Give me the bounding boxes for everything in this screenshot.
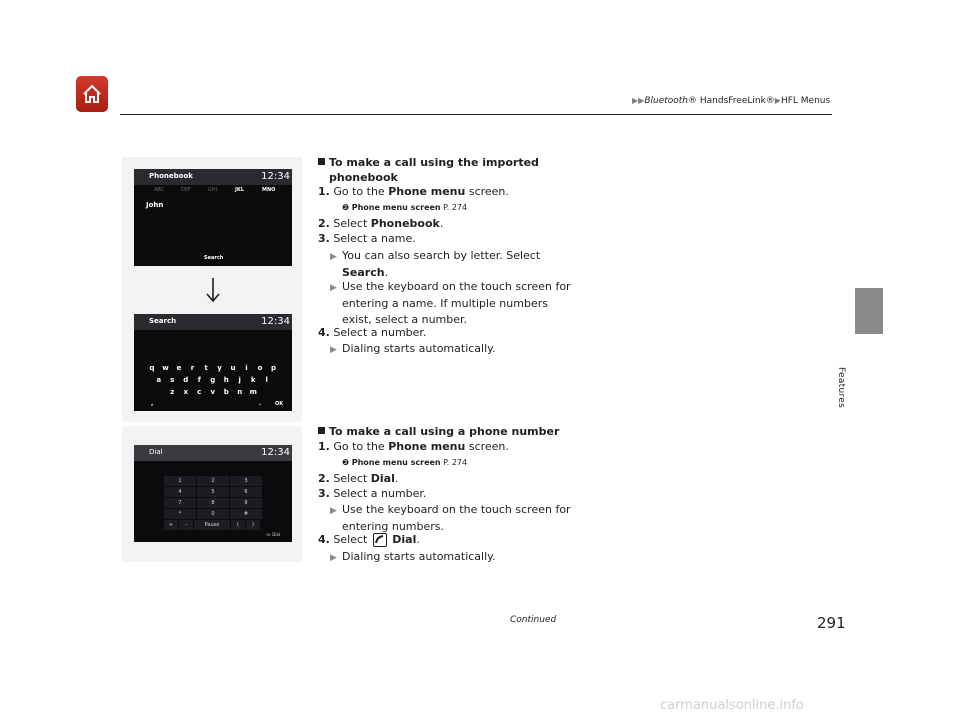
key[interactable]: x (183, 388, 189, 396)
keyboard-row-1 (134, 364, 292, 372)
key[interactable]: o (257, 364, 263, 372)
ref-label: Phone menu screen (351, 203, 441, 212)
key[interactable]: z (170, 388, 175, 396)
ref-page: P. 274 (440, 458, 468, 467)
step-4 (318, 326, 426, 339)
ref-label: Phone menu screen (351, 458, 441, 467)
features-side-tab[interactable] (855, 288, 883, 334)
keyboard-row-2 (134, 376, 292, 384)
substep-text: Dialing starts automatically. (342, 550, 496, 563)
key[interactable]: g (210, 376, 216, 384)
substep (330, 248, 540, 281)
registered-mark: ® (688, 96, 698, 106)
tab-jkl[interactable]: JKL (235, 187, 244, 193)
key[interactable]: r (190, 364, 195, 372)
substep (330, 279, 571, 327)
step-number: 3. (318, 232, 330, 245)
dial-key[interactable]: 6 (230, 487, 262, 497)
section-heading-dial (318, 424, 559, 439)
dial-key[interactable]: 7 (164, 498, 196, 508)
key[interactable]: p (270, 364, 277, 372)
dial-key[interactable]: 3 (230, 476, 262, 486)
key[interactable]: j (238, 376, 242, 384)
dial-phone-icon (373, 533, 387, 547)
key[interactable]: h (223, 376, 230, 384)
phone-icon: ☏ (265, 532, 273, 537)
substep-text: Use the keyboard on the touch screen for (342, 280, 571, 293)
square-bullet-icon (318, 427, 325, 434)
key[interactable]: m (249, 388, 258, 396)
tab-def[interactable]: DEF (181, 187, 191, 193)
step-4 (318, 533, 420, 547)
page-reference[interactable] (342, 203, 467, 212)
letter-tabs (154, 187, 289, 193)
page-number: 291 (817, 614, 846, 632)
step-number: 4. (318, 533, 330, 546)
key[interactable]: e (176, 364, 182, 372)
step-2 (318, 472, 398, 485)
ok-key[interactable]: OK (275, 401, 284, 407)
key[interactable]: u (230, 364, 236, 372)
phonebook-screen (134, 169, 292, 266)
step-number: 3. (318, 487, 330, 500)
reference-icon: ❷ (342, 458, 352, 467)
minus-key[interactable]: - (179, 520, 193, 530)
dial-key[interactable]: 8 (197, 498, 229, 508)
contact-item[interactable]: John (146, 201, 164, 209)
watermark: carmanualsonline.info (660, 698, 804, 713)
header-rule (120, 114, 832, 115)
screen-title: Dial (149, 448, 163, 456)
keyboard-row-3 (134, 388, 292, 396)
step-text: . (439, 217, 444, 230)
substep (330, 341, 496, 358)
triangle-bullet-icon: ▶ (330, 506, 337, 516)
dial-key[interactable]: * (164, 509, 196, 519)
triangle-bullet-icon: ▶ (330, 553, 337, 563)
step-1 (318, 440, 509, 453)
dial-key[interactable]: 4 (164, 487, 196, 497)
key[interactable]: f (197, 376, 202, 384)
step-text: Go to the (333, 440, 389, 453)
comma-key[interactable]: , (151, 400, 154, 407)
tab-abc[interactable]: ABC (154, 187, 165, 193)
substep-text: entering numbers. (342, 520, 445, 534)
screen-clock: 12:34 (261, 316, 290, 327)
open-paren-key[interactable]: ( (231, 520, 245, 530)
breadcrumb-handsfreelink[interactable]: HandsFreeLink® (697, 96, 775, 106)
dial-screen (134, 445, 292, 542)
plus-key[interactable]: + (164, 520, 178, 530)
heading-line-2: phonebook (329, 171, 398, 184)
square-bullet-icon (318, 158, 325, 165)
step-text: . (416, 533, 420, 546)
step-number: 1. (318, 440, 330, 453)
step-emphasis: Dial (370, 472, 395, 485)
step-text: screen. (465, 185, 509, 198)
screen-title: Phonebook (149, 172, 193, 180)
step-text: screen. (465, 440, 509, 453)
key[interactable]: a (156, 376, 162, 384)
page-reference[interactable] (342, 458, 467, 467)
key[interactable]: i (245, 364, 249, 372)
step-text: Select (333, 217, 371, 230)
step-emphasis: Phone menu (388, 185, 466, 198)
step-text: Select (333, 533, 371, 546)
step-1 (318, 185, 509, 198)
step-text: Select a number. (333, 487, 427, 500)
substep-text: . (384, 266, 389, 280)
substep-text: You can also search by letter. Select (342, 249, 541, 262)
key[interactable]: l (265, 376, 269, 384)
dial-key[interactable]: 1 (164, 476, 196, 486)
step-emphasis: Phone menu (388, 440, 466, 453)
step-text: . (394, 472, 399, 485)
key[interactable]: w (162, 364, 170, 372)
step-3 (318, 487, 426, 500)
tab-ghi[interactable]: GHI (208, 187, 218, 193)
dial-key[interactable]: 2 (197, 476, 229, 486)
section-heading-phonebook (318, 155, 539, 185)
heading-line-1: To make a call using a phone number (329, 425, 560, 438)
key[interactable]: v (210, 388, 216, 396)
screen-clock: 12:34 (261, 171, 290, 182)
search-button[interactable]: Search (204, 255, 224, 261)
key[interactable]: q (149, 364, 155, 372)
dial-key[interactable]: 0 (197, 509, 229, 519)
substep (330, 502, 571, 535)
pause-key[interactable]: Pause (194, 520, 230, 530)
home-button[interactable] (76, 76, 108, 112)
dial-button[interactable] (256, 530, 290, 540)
substep (330, 549, 496, 566)
arrow-down-icon (206, 277, 220, 303)
key[interactable]: n (237, 388, 243, 396)
substep-text: entering a name. If multiple numbers (342, 297, 548, 311)
triangle-icon: ▶▶ (632, 96, 645, 105)
step-number: 2. (318, 472, 330, 485)
key[interactable]: k (250, 376, 257, 384)
key[interactable]: c (197, 388, 202, 396)
dial-key[interactable]: # (230, 509, 262, 519)
dial-button-label: Dial (272, 532, 281, 537)
period-key[interactable]: . (259, 400, 262, 407)
step-text: Go to the (333, 185, 389, 198)
search-keyboard-screen (134, 314, 292, 411)
breadcrumb-hfl-menus[interactable]: HFL Menus (780, 96, 831, 106)
triangle-bullet-icon: ▶ (330, 252, 337, 262)
breadcrumb (632, 96, 830, 106)
reference-icon: ❷ (342, 203, 352, 212)
triangle-bullet-icon: ▶ (330, 345, 337, 355)
key[interactable]: t (204, 364, 209, 372)
substep-text: Dialing starts automatically. (342, 342, 496, 355)
dial-key[interactable]: 9 (230, 498, 262, 508)
side-label: Features (836, 367, 846, 409)
key[interactable]: y (217, 364, 223, 372)
substep-text: Use the keyboard on the touch screen for (342, 503, 571, 516)
triangle-icon: ▶ (774, 96, 781, 105)
step-3 (318, 232, 416, 245)
dial-key[interactable]: 5 (197, 487, 229, 497)
key[interactable]: s (170, 376, 175, 384)
home-icon (81, 83, 103, 105)
substep-text: exist, select a number. (342, 312, 468, 326)
substep-emphasis: Search (342, 266, 385, 280)
close-paren-key[interactable]: ) (246, 520, 260, 530)
screen-clock: 12:34 (261, 447, 290, 458)
step-emphasis: Dial (392, 533, 417, 546)
ref-page: P. 274 (440, 203, 468, 212)
key[interactable]: d (183, 376, 189, 384)
step-number: 2. (318, 217, 330, 230)
step-text: Select a name. (333, 232, 416, 245)
tab-mno[interactable]: MNO (262, 187, 276, 193)
screen-title: Search (149, 317, 177, 325)
continued-label: Continued (510, 615, 557, 625)
breadcrumb-bluetooth[interactable]: Bluetooth (644, 96, 689, 106)
step-number: 1. (318, 185, 330, 198)
step-2 (318, 217, 443, 230)
heading-line-1: To make a call using the imported (329, 156, 539, 169)
step-text: Select a number. (333, 326, 427, 339)
key[interactable]: b (223, 388, 230, 396)
step-text: Select (333, 472, 371, 485)
triangle-bullet-icon: ▶ (330, 283, 337, 293)
step-number: 4. (318, 326, 330, 339)
step-emphasis: Phonebook (370, 217, 440, 230)
